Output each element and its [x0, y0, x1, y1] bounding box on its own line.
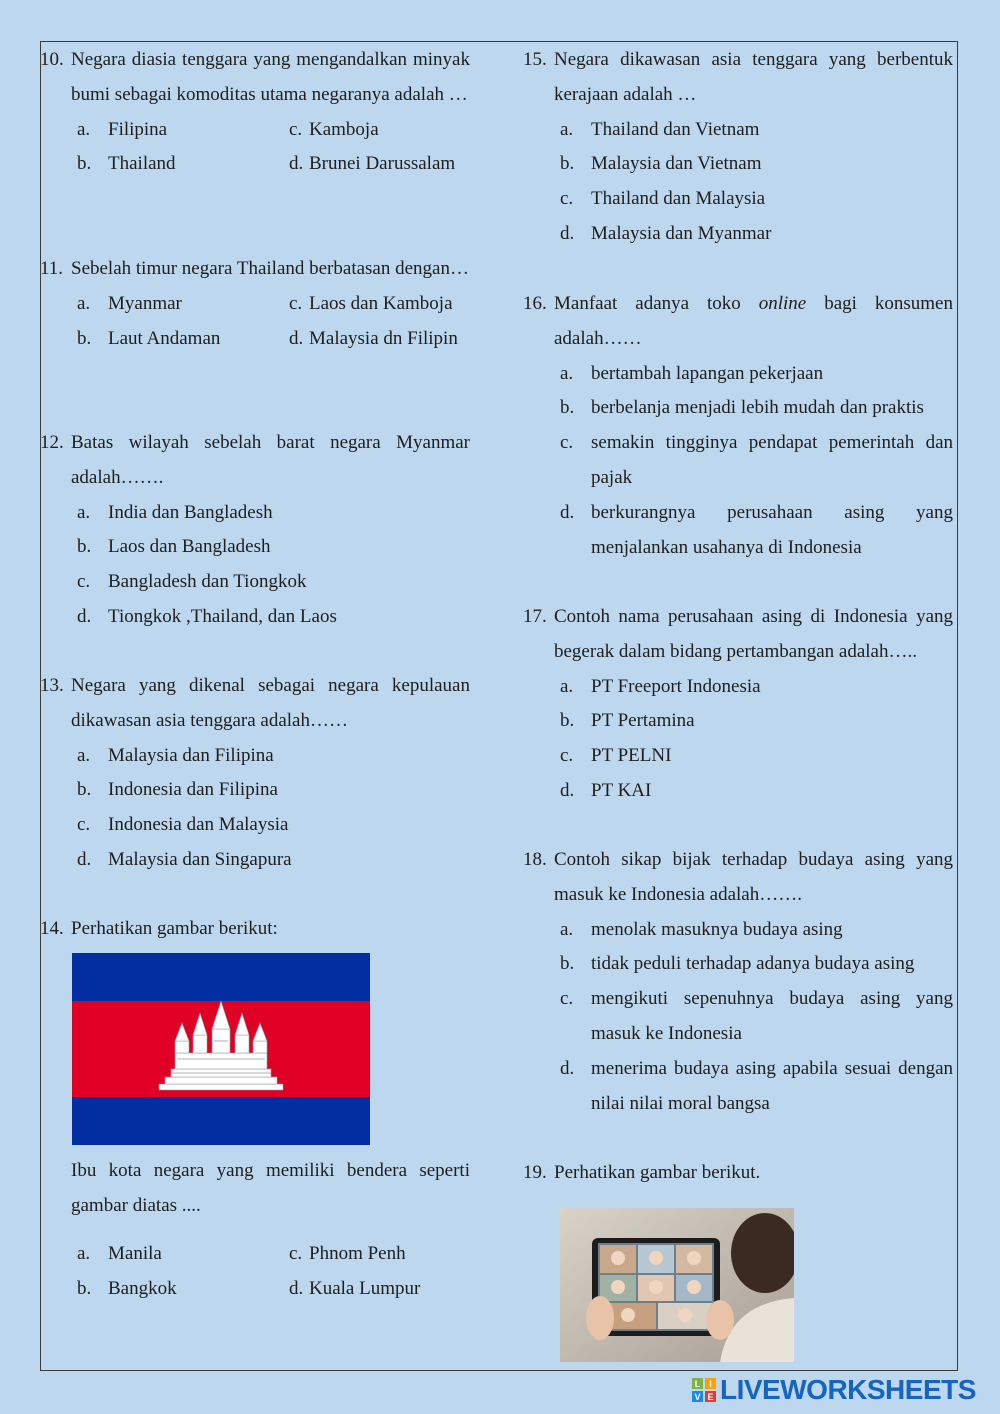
option-d[interactable]: d. menerima budaya asing apabila sesuai dengan nilai nilai moral bangsa: [560, 1057, 953, 1114]
option-a[interactable]: a. Filipina: [77, 118, 168, 140]
liveworksheets-logo-icon: [692, 1378, 716, 1402]
options: [77, 739, 470, 878]
option-b[interactable]: b. Laut Andaman: [77, 327, 221, 349]
option-c[interactable]: c. Thailand dan Malaysia: [560, 188, 766, 210]
question-stem: Negara yang dikenal sebagai negara kepulauan dikawasan asia tenggara adalah……: [71, 675, 470, 731]
question-number: 10.: [40, 49, 64, 70]
question-stem: Manfaat adanya toko online bagi konsumen adalah……: [554, 293, 953, 349]
logo-letter-e: E: [707, 1392, 714, 1402]
liveworksheets-brand: [692, 1374, 976, 1406]
question-15: [523, 43, 953, 252]
option-d[interactable]: d. Tiongkok ,Thailand, dan Laos: [77, 605, 337, 627]
question-stem: Batas wilayah sebelah barat negara Myanmar adalah…….: [71, 432, 470, 488]
option-b[interactable]: b. Indonesia dan Filipina: [77, 779, 278, 801]
logo-letter-i: I: [709, 1379, 712, 1389]
option-a[interactable]: a. Thailand dan Vietnam: [560, 118, 760, 140]
option-d[interactable]: d. PT KAI: [560, 779, 652, 801]
option-d[interactable]: d. Kuala Lumpur: [289, 1277, 421, 1299]
options: [77, 1237, 470, 1307]
option-c[interactable]: c. PT PELNI: [560, 745, 672, 767]
question-stem: Negara diasia tenggara yang mengandalkan minyak bumi sebagai komoditas utama negaranya adalah …: [71, 49, 470, 105]
options: [560, 113, 953, 252]
question-stem: Contoh sikap bijak terhadap budaya asing yang masuk ke Indonesia adalah…….: [554, 849, 953, 905]
option-a[interactable]: a. PT Freeport Indonesia: [560, 675, 761, 697]
question-14-prompt: [40, 1154, 470, 1224]
options: [77, 113, 470, 183]
question-12: [40, 426, 470, 635]
question-16: [523, 287, 953, 565]
question-stem: Negara dikawasan asia tenggara yang berbentuk kerajaan adalah …: [554, 49, 953, 105]
options: [77, 287, 470, 357]
option-a[interactable]: a. bertambah lapangan pekerjaan: [560, 362, 824, 384]
options: [560, 913, 953, 1122]
option-c[interactable]: c. Bangladesh dan Tiongkok: [77, 571, 307, 593]
question-stem: Perhatikan gambar berikut:: [71, 918, 278, 939]
option-b[interactable]: b. tidak peduli terhadap adanya budaya asing: [560, 953, 915, 975]
option-a[interactable]: a. India dan Bangladesh: [77, 501, 273, 523]
options: [560, 357, 953, 566]
option-c[interactable]: c. Phnom Penh: [289, 1243, 406, 1264]
options: [560, 670, 953, 809]
option-b[interactable]: b. PT Pertamina: [560, 710, 695, 732]
question-number: 17.: [523, 606, 547, 627]
option-b[interactable]: b. Bangkok: [77, 1277, 177, 1299]
option-c[interactable]: c. Kamboja: [289, 118, 379, 140]
option-b[interactable]: b. berbelanja menjadi lebih mudah dan praktis: [560, 397, 924, 419]
logo-letter-l: L: [694, 1379, 701, 1389]
question-10: [40, 43, 470, 182]
option-b[interactable]: b. Laos dan Bangladesh: [77, 536, 271, 558]
option-d[interactable]: d. Malaysia dan Myanmar: [560, 222, 772, 244]
question-13: [40, 669, 470, 878]
question-stem: Contoh nama perusahaan asing di Indonesia yang begerak dalam bidang pertambangan adalah…..: [554, 606, 953, 662]
option-d[interactable]: d. Brunei Darussalam: [289, 153, 456, 175]
question-number: 12.: [40, 432, 64, 453]
question-17: [523, 600, 953, 809]
question-number: 19.: [523, 1162, 547, 1183]
option-a[interactable]: a. Malaysia dan Filipina: [77, 744, 274, 766]
question-19: [523, 1156, 953, 1191]
question-number: 18.: [523, 849, 547, 870]
question-stem-continued: Ibu kota negara yang memiliki bendera seperti gambar diatas ....: [71, 1160, 470, 1216]
question-stem: Sebelah timur negara Thailand berbatasan dengan…: [71, 258, 469, 279]
question-number: 14.: [40, 918, 64, 939]
options: [77, 496, 470, 635]
question-14-options: [40, 1237, 470, 1307]
option-a[interactable]: a. Manila: [77, 1243, 162, 1264]
question-18: [523, 843, 953, 1121]
question-number: 16.: [523, 293, 547, 314]
question-number: 13.: [40, 675, 64, 696]
option-a[interactable]: a. menolak masuknya budaya asing: [560, 918, 843, 940]
option-c[interactable]: c. Indonesia dan Malaysia: [77, 814, 289, 836]
option-c[interactable]: c. semakin tingginya pendapat pemerintah dan pajak: [560, 432, 953, 488]
option-a[interactable]: a. Myanmar: [77, 292, 182, 314]
option-d[interactable]: d. Malaysia dan Singapura: [77, 848, 292, 870]
logo-letter-v: V: [694, 1392, 701, 1402]
question-number: 11.: [40, 258, 64, 279]
option-c[interactable]: c. mengikuti sepenuhnya budaya asing yang masuk ke Indonesia: [560, 988, 953, 1044]
option-d[interactable]: d. berkurangnya perusahaan asing yang menjalankan usahanya di Indonesia: [560, 501, 953, 558]
cambodia-flag-image: [72, 953, 370, 1145]
video-call-tablet-photo: [560, 1208, 794, 1362]
question-14: [40, 912, 470, 947]
option-c[interactable]: c. Laos dan Kamboja: [289, 292, 453, 314]
question-11: [40, 252, 470, 356]
option-d[interactable]: d. Malaysia dn Filipin: [289, 327, 458, 349]
option-b[interactable]: b. Thailand: [77, 153, 176, 175]
option-b[interactable]: b. Malaysia dan Vietnam: [560, 153, 762, 175]
brand-name: LIVEWORKSHEETS: [720, 1374, 976, 1405]
question-number: 15.: [523, 49, 547, 70]
question-stem: Perhatikan gambar berikut.: [554, 1162, 761, 1183]
